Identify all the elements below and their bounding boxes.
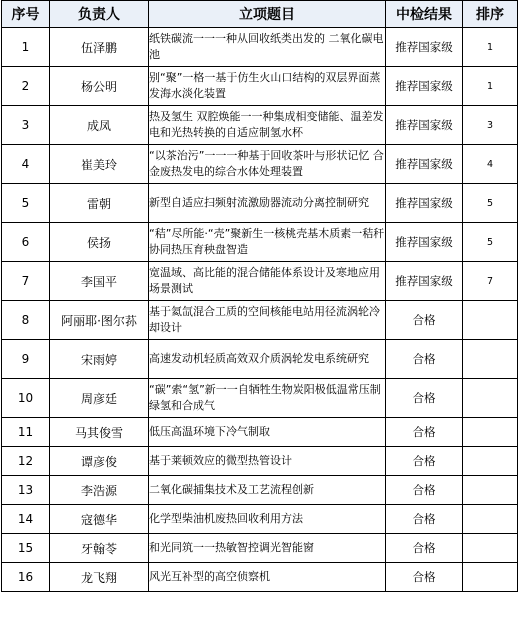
row-title: 低压高温环境下冷气制取	[149, 418, 386, 447]
table-row	[2, 340, 518, 379]
row-owner: 龙飞翔	[50, 563, 149, 592]
row-owner: 伍泽鹏	[50, 28, 149, 67]
header-result: 中检结果	[386, 1, 463, 28]
row-rank	[463, 534, 518, 563]
row-title: “碳”索“氢”新一一自牺牲生物炭阳极低温常压制绿氢和合成气	[149, 379, 386, 418]
row-rank: 1	[463, 67, 518, 106]
row-title: 二氧化碳捕集技术及工艺流程创新	[149, 476, 386, 505]
table-row	[2, 301, 518, 340]
row-number: 12	[2, 447, 50, 476]
row-result: 推荐国家级	[386, 223, 463, 262]
row-number: 11	[2, 418, 50, 447]
row-title: 和光同筑一一热敏智控调光智能窗	[149, 534, 386, 563]
row-number: 16	[2, 563, 50, 592]
row-title: 宽温域、高比能的混合储能体系设计及寒地应用场景测试	[149, 262, 386, 301]
row-number: 10	[2, 379, 50, 418]
row-title: 基于氦氙混合工质的空间核能电站用径流涡轮冷却设计	[149, 301, 386, 340]
row-number: 1	[2, 28, 50, 67]
table-row	[2, 379, 518, 418]
row-result: 推荐国家级	[386, 67, 463, 106]
table-row	[2, 106, 518, 145]
table-row	[2, 534, 518, 563]
row-number: 6	[2, 223, 50, 262]
row-owner: 阿丽耶·图尔荪	[50, 301, 149, 340]
row-rank: 1	[463, 28, 518, 67]
row-result: 合格	[386, 476, 463, 505]
row-number: 5	[2, 184, 50, 223]
row-rank	[463, 418, 518, 447]
row-number: 15	[2, 534, 50, 563]
row-number: 4	[2, 145, 50, 184]
row-owner: 宋雨婷	[50, 340, 149, 379]
table-row	[2, 476, 518, 505]
row-rank: 3	[463, 106, 518, 145]
table-row	[2, 563, 518, 592]
row-result: 推荐国家级	[386, 106, 463, 145]
table-row	[2, 262, 518, 301]
table-row	[2, 145, 518, 184]
row-rank	[463, 447, 518, 476]
row-rank: 4	[463, 145, 518, 184]
row-rank	[463, 476, 518, 505]
row-result: 合格	[386, 447, 463, 476]
row-number: 2	[2, 67, 50, 106]
row-owner: 马其俊雪	[50, 418, 149, 447]
row-result: 合格	[386, 534, 463, 563]
table-row	[2, 184, 518, 223]
row-title: 化学型柴油机废热回收利用方法	[149, 505, 386, 534]
row-number: 3	[2, 106, 50, 145]
row-owner: 侯扬	[50, 223, 149, 262]
row-result: 合格	[386, 301, 463, 340]
row-number: 7	[2, 262, 50, 301]
row-result: 合格	[386, 379, 463, 418]
header-no: 序号	[2, 1, 50, 28]
row-owner: 寇德华	[50, 505, 149, 534]
row-owner: 崔美玲	[50, 145, 149, 184]
row-number: 8	[2, 301, 50, 340]
row-owner: 李国平	[50, 262, 149, 301]
header-owner: 负责人	[50, 1, 149, 28]
row-owner: 牙翰苓	[50, 534, 149, 563]
header-rank: 排序	[463, 1, 518, 28]
row-title: 热及氢生 双腔焕能一一种集成相变储能、温差发电和光热转换的自适应制氢水杯	[149, 106, 386, 145]
row-result: 合格	[386, 505, 463, 534]
row-title: 纸铁碳流一一一种从回收纸类出发的 二氧化碳电池	[149, 28, 386, 67]
table-row	[2, 447, 518, 476]
row-result: 推荐国家级	[386, 262, 463, 301]
row-owner: 周彦廷	[50, 379, 149, 418]
table-row	[2, 418, 518, 447]
row-number: 13	[2, 476, 50, 505]
row-title: “以茶治污”一一一种基于回收茶叶与形状记忆 合金废热发电的综合水体处理装置	[149, 145, 386, 184]
row-owner: 李浩源	[50, 476, 149, 505]
table-row	[2, 28, 518, 67]
row-owner: 雷朝	[50, 184, 149, 223]
table-row	[2, 67, 518, 106]
row-title: 新型自适应扫频射流激励器流动分离控制研究	[149, 184, 386, 223]
row-title: 风光互补型的高空侦察机	[149, 563, 386, 592]
row-rank	[463, 340, 518, 379]
row-rank	[463, 379, 518, 418]
row-rank: 5	[463, 223, 518, 262]
row-owner: 成凤	[50, 106, 149, 145]
row-result: 合格	[386, 563, 463, 592]
row-result: 合格	[386, 418, 463, 447]
row-number: 14	[2, 505, 50, 534]
row-rank	[463, 563, 518, 592]
row-result: 推荐国家级	[386, 184, 463, 223]
row-rank: 5	[463, 184, 518, 223]
header-title: 立项题目	[149, 1, 386, 28]
row-owner: 谭彦俊	[50, 447, 149, 476]
row-title: 别“聚”一格一基于仿生火山口结构的双层界面蒸发海水淡化装置	[149, 67, 386, 106]
row-rank: 7	[463, 262, 518, 301]
row-rank	[463, 301, 518, 340]
row-result: 合格	[386, 340, 463, 379]
table-row	[2, 505, 518, 534]
project-table	[1, 0, 518, 592]
row-rank	[463, 505, 518, 534]
row-title: “秸”尽所能·“壳”聚新生一核桃壳基木质素一秸秆协同热压育秧盘智造	[149, 223, 386, 262]
row-owner: 杨公明	[50, 67, 149, 106]
row-result: 推荐国家级	[386, 145, 463, 184]
row-title: 高速发动机轻质高效双介质涡轮发电系统研究	[149, 340, 386, 379]
table-row	[2, 223, 518, 262]
row-number: 9	[2, 340, 50, 379]
row-title: 基于莱顿效应的微型热管设计	[149, 447, 386, 476]
row-result: 推荐国家级	[386, 28, 463, 67]
table-header-row	[2, 1, 518, 28]
